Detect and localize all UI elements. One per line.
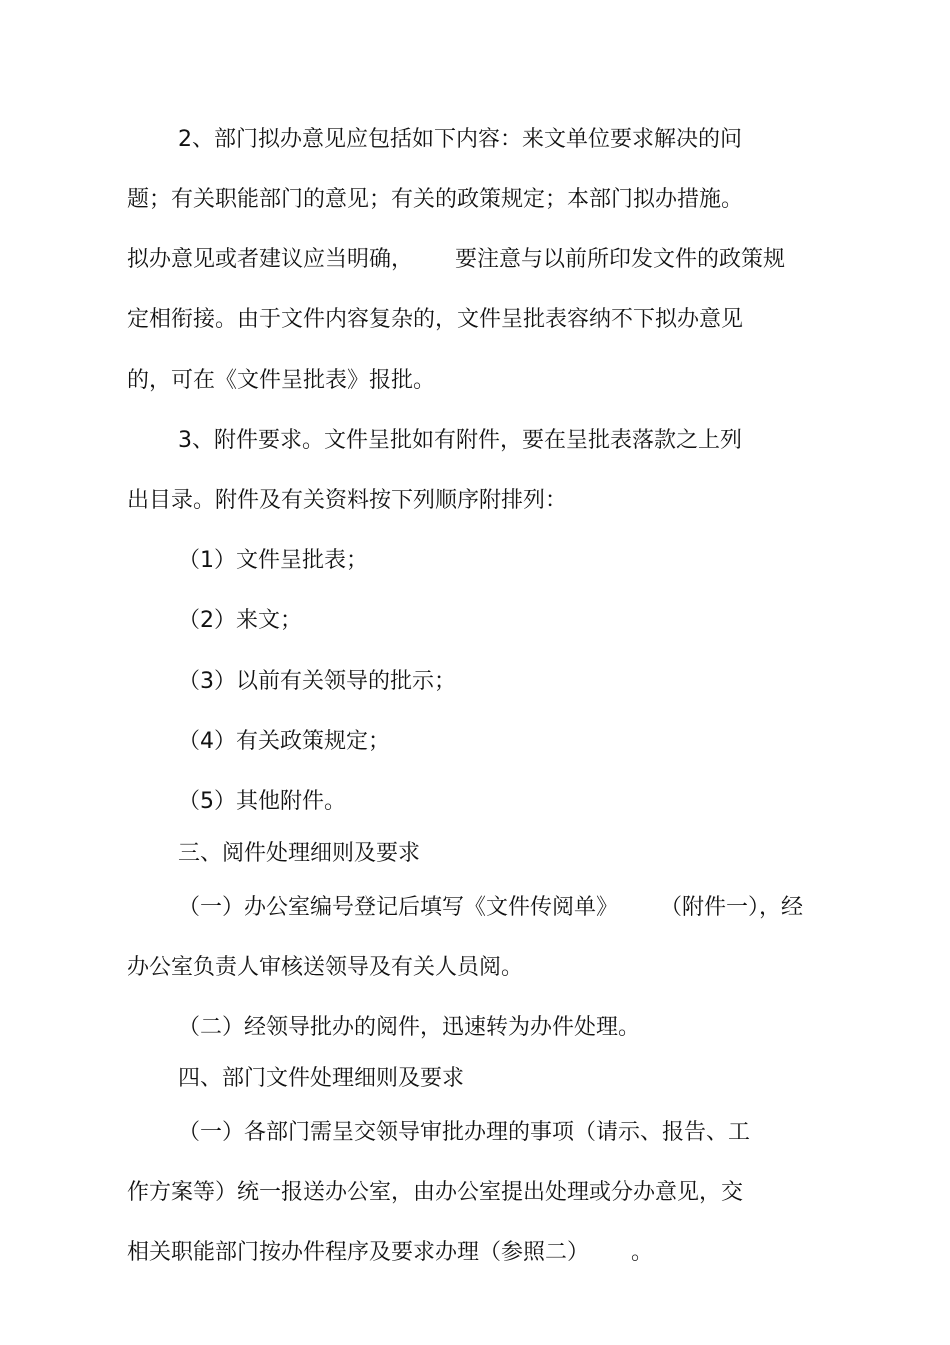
paragraph-2-line-3: 拟办意见或者建议应当明确， 要注意与以前所印发文件的政策规: [127, 247, 785, 272]
paragraph-2-line-5: 的，可在《文件呈批表》报批。: [127, 368, 436, 393]
list-item-5: （5）其他附件。: [178, 789, 346, 814]
section-3-item-1-line-2: 办公室负责人审核送领导及有关人员阅。: [127, 955, 524, 980]
section-4-item-1-line-2: 作方案等）统一报送办公室，由办公室提出处理或分办意见，交: [127, 1180, 744, 1205]
section-4-item-1-line-1: （一）各部门需呈交领导审批办理的事项（请示、报告、工: [178, 1120, 751, 1145]
list-item-3: （3）以前有关领导的批示；: [178, 669, 456, 694]
paragraph-2-line-1: 2、部门拟办意见应包括如下内容：来文单位要求解决的问: [178, 127, 742, 152]
paragraph-3-line-2: 出目录。附件及有关资料按下列顺序附排列：: [127, 488, 568, 513]
list-item-1: （1）文件呈批表；: [178, 548, 368, 573]
section-4-item-1-line-3: 相关职能部门按办件程序及要求办理（参照二） 。: [127, 1240, 653, 1265]
list-item-4: （4）有关政策规定；: [178, 729, 390, 754]
section-3-item-2: （二）经领导批办的阅件，迅速转为办件处理。: [178, 1015, 641, 1040]
paragraph-3-line-1: 3、附件要求。文件呈批如有附件，要在呈批表落款之上列: [178, 428, 742, 453]
paragraph-2-line-2: 题；有关职能部门的意见；有关的政策规定；本部门拟办措施。: [127, 187, 744, 212]
section-heading-4: 四、部门文件处理细则及要求: [178, 1066, 465, 1091]
paragraph-2-line-4: 定相衔接。由于文件内容复杂的，文件呈批表容纳不下拟办意见: [127, 307, 744, 332]
section-heading-3: 三、阅件处理细则及要求: [178, 841, 421, 866]
list-item-2: （2）来文；: [178, 608, 302, 633]
section-3-item-1-line-1: （一）办公室编号登记后填写《文件传阅单》 （附件一），经: [178, 895, 803, 920]
